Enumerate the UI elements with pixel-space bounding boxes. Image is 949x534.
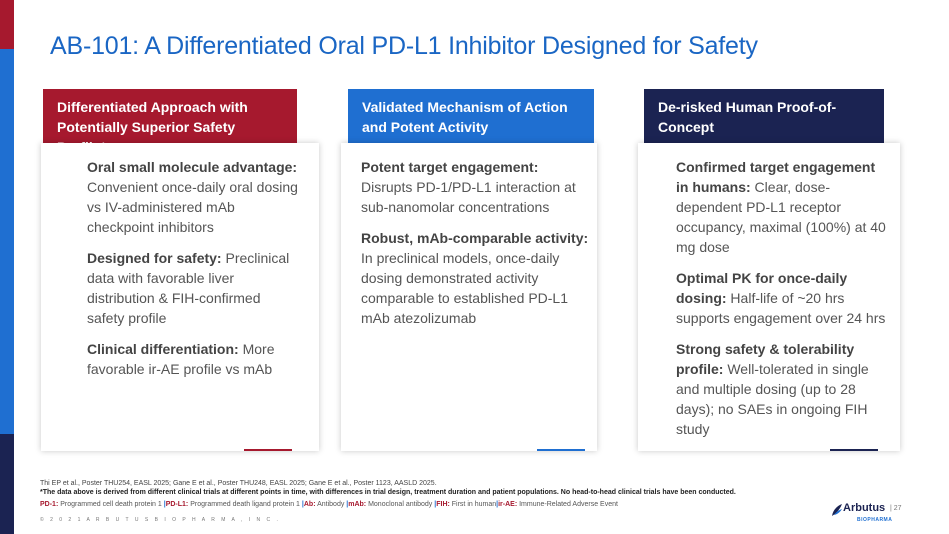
abbreviation-definition: Programmed death ligand protein 1: [188, 501, 302, 508]
bullet-item: [87, 157, 301, 237]
bullet-text: Clear, dose-dependent PD-L1 receptor occupancy, maximal (100%) at 40 mg dose: [676, 179, 886, 255]
color-bar-blue: [0, 49, 14, 434]
abbreviation-separator: |: [434, 501, 437, 508]
abbreviation-definition: Monoclonal antibody: [366, 501, 435, 508]
bullet-text: Half-life of ~20 hrs supports engagement over 24 hrs: [676, 290, 886, 326]
abbreviation-separator: |: [346, 501, 349, 508]
abbreviation-key: mAb:: [348, 501, 367, 508]
bullet-list: [87, 157, 301, 390]
abbreviation-separator: |: [163, 501, 166, 508]
abbreviation-separator: |: [301, 501, 304, 508]
copyright-notice: © 2 0 2 1 A R B U T U S B I O P H A R M A , I N C .: [40, 517, 281, 523]
abbreviation-key: FIH:: [436, 501, 450, 508]
bullet-text: More favorable ir-AE profile vs mAb: [87, 341, 275, 377]
arbutus-leaf-icon: [831, 503, 843, 517]
card-accent-line: [830, 449, 878, 451]
column-header-mechanism: Validated Mechanism of Action and Potent Activity: [348, 89, 594, 143]
card-accent-line: [244, 449, 292, 451]
abbreviations-line: [40, 501, 618, 508]
logo-subtitle: BIOPHARMA: [857, 517, 893, 523]
bullet-heading: Designed for safety:: [87, 250, 222, 266]
bullet-text: In preclinical models, once-daily dosing demonstrated activity comparable to established PD-L1 mAb atezolizumab: [361, 250, 569, 326]
abbreviation-definition: Programmed cell death protein 1: [58, 501, 164, 508]
bullet-heading: Robust, mAb-comparable activity:: [361, 230, 589, 246]
bullet-item: [676, 157, 890, 257]
column-card-safety-profile: [41, 143, 319, 451]
arbutus-logo: [831, 501, 893, 527]
column-card-proof-of-concept: [638, 143, 900, 451]
bullet-item: [87, 248, 301, 328]
bullet-item: [361, 157, 589, 217]
abbreviation-definition: Antibody: [315, 501, 347, 508]
bullet-list: [676, 157, 890, 450]
bullet-item: [361, 228, 589, 328]
column-header-proof-of-concept: De-risked Human Proof-of-Concept: [644, 89, 884, 143]
bullet-heading: Clinical differentiation:: [87, 341, 239, 357]
abbreviation-definition: Immune-Related Adverse Event: [517, 501, 618, 508]
bullet-heading: Confirmed target engagement in humans:: [676, 159, 876, 195]
abbreviation-separator: |: [496, 501, 499, 508]
abbreviation-key: Ab:: [303, 501, 316, 508]
bullet-item: [676, 268, 890, 328]
abbreviation-key: ir-AE:: [498, 501, 518, 508]
logo-wordmark: Arbutus: [843, 502, 886, 514]
bullet-heading: Oral small molecule advantage:: [87, 159, 298, 175]
abbreviation-key: PD-1:: [40, 501, 59, 508]
references-footnote: Thi EP et al., Poster THU254, EASL 2025; Gane E et al., Poster THU248, EASL 2025; Gane E et al., Poster 1123, AASLD 2025.: [40, 480, 437, 487]
bullet-item: [676, 339, 890, 439]
bullet-text: Preclinical data with favorable liver distribution & FIH-confirmed safety profile: [87, 250, 290, 326]
left-color-bar: [0, 0, 14, 534]
bullet-heading: Strong safety & tolerability profile:: [676, 341, 855, 377]
bullet-heading: Potent target engagement:: [361, 159, 539, 175]
bullet-text: Convenient once-daily oral dosing vs IV-administered mAb checkpoint inhibitors: [87, 179, 298, 235]
abbreviation-definition: First in human: [449, 501, 497, 508]
bullet-heading: Optimal PK for once-daily dosing:: [676, 270, 848, 306]
disclaimer-footnote: *The data above is derived from different clinical trials at different points in time, with differences in trial design, treatment duration and patient populations. No head-to-head clinical trials have been conducted.: [40, 489, 736, 496]
page-number: | 27: [890, 505, 902, 512]
abbreviation-key: PD-L1:: [165, 501, 189, 508]
column-card-mechanism: [341, 143, 597, 451]
bullet-item: [87, 339, 301, 379]
bullet-list: [361, 157, 589, 339]
bullet-text: Disrupts PD-1/PD-L1 interaction at sub-nanomolar concentrations: [361, 179, 576, 215]
color-bar-navy: [0, 434, 14, 534]
slide-title: AB-101: A Differentiated Oral PD-L1 Inhibitor Designed for Safety: [50, 32, 758, 60]
color-bar-red: [0, 0, 14, 49]
card-accent-line: [537, 449, 585, 451]
bullet-text: Well-tolerated in single and multiple dosing (up to 28 days); no SAEs in ongoing FIH study: [676, 361, 869, 437]
column-header-safety-profile: Differentiated Approach with Potentially Superior Safety: [43, 89, 297, 143]
